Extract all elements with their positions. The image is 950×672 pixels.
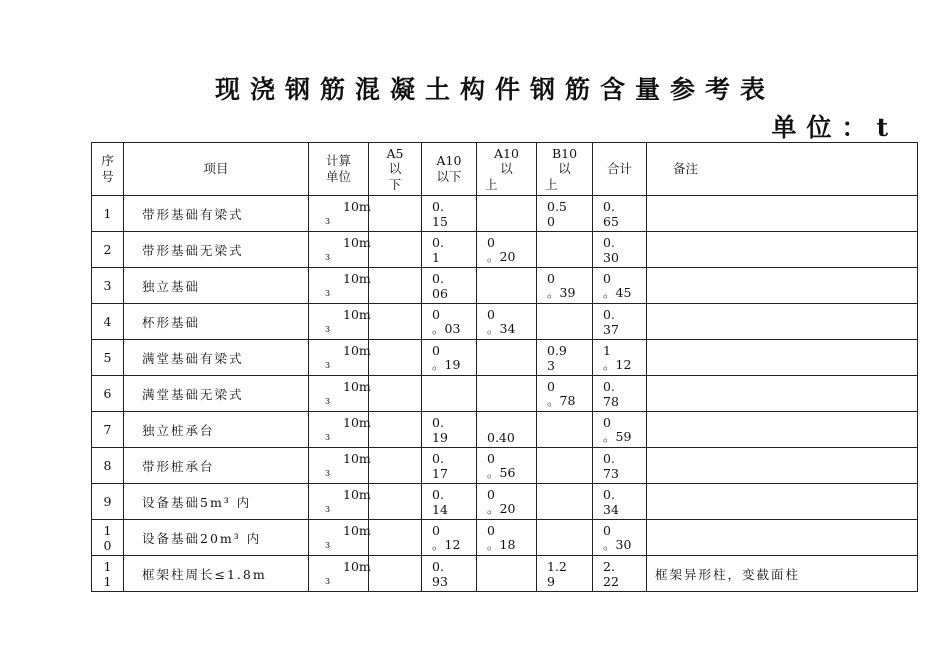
row-note xyxy=(647,268,918,304)
row-item: 独立桩承台 xyxy=(124,412,309,448)
row-a10-above: 0 。20 xyxy=(477,232,537,268)
row-unit: 10m 3 xyxy=(309,484,369,520)
row-a5 xyxy=(369,232,422,268)
row-total: 0 。45 xyxy=(593,268,647,304)
rebar-content-table xyxy=(91,142,918,592)
header-total: 合计 xyxy=(593,143,647,196)
row-number: 1 xyxy=(92,196,124,232)
row-b10-above: 0 。78 xyxy=(537,376,593,412)
row-number: 3 xyxy=(92,268,124,304)
row-a10-above: 0 。56 xyxy=(477,448,537,484)
row-note xyxy=(647,340,918,376)
row-number: 1 1 xyxy=(92,556,124,592)
row-number: 4 xyxy=(92,304,124,340)
table-row xyxy=(92,448,918,484)
row-unit: 10m 3 xyxy=(309,232,369,268)
row-note xyxy=(647,196,918,232)
row-note xyxy=(647,484,918,520)
row-unit: 10m 3 xyxy=(309,556,369,592)
row-a10-above: 0 。18 xyxy=(477,520,537,556)
table-row xyxy=(92,304,918,340)
row-note xyxy=(647,232,918,268)
row-b10-above xyxy=(537,412,593,448)
row-item: 带形基础无梁式 xyxy=(124,232,309,268)
row-a10-above xyxy=(477,376,537,412)
row-a10-above: 0 。34 xyxy=(477,304,537,340)
row-number: 9 xyxy=(92,484,124,520)
row-a10-below: 0. 17 xyxy=(422,448,477,484)
row-a5 xyxy=(369,268,422,304)
table-row xyxy=(92,376,918,412)
row-a10-below: 0. 1 xyxy=(422,232,477,268)
row-number: 1 0 xyxy=(92,520,124,556)
row-a5 xyxy=(369,448,422,484)
row-a10-above xyxy=(477,340,537,376)
row-b10-above xyxy=(537,448,593,484)
row-a10-below xyxy=(422,376,477,412)
table-row xyxy=(92,484,918,520)
row-total: 0 。30 xyxy=(593,520,647,556)
row-unit: 10m 3 xyxy=(309,520,369,556)
table-row xyxy=(92,412,918,448)
row-total: 0. 65 xyxy=(593,196,647,232)
header-row xyxy=(92,143,918,196)
row-unit: 10m 3 xyxy=(309,268,369,304)
row-number: 5 xyxy=(92,340,124,376)
row-b10-above: 0 。39 xyxy=(537,268,593,304)
row-unit: 10m 3 xyxy=(309,304,369,340)
row-a10-above xyxy=(477,196,537,232)
row-a10-below: 0. 14 xyxy=(422,484,477,520)
row-item: 带形桩承台 xyxy=(124,448,309,484)
row-note: 框架异形柱，变截面柱 xyxy=(647,556,918,592)
row-note xyxy=(647,376,918,412)
row-a10-below: 0. 06 xyxy=(422,268,477,304)
row-a10-below: 0 。12 xyxy=(422,520,477,556)
row-unit: 10m 3 xyxy=(309,340,369,376)
row-a5 xyxy=(369,340,422,376)
row-a10-below: 0 。03 xyxy=(422,304,477,340)
row-unit: 10m 3 xyxy=(309,376,369,412)
row-item: 杯形基础 xyxy=(124,304,309,340)
row-item: 框架柱周长≤1.8m xyxy=(124,556,309,592)
row-item: 设备基础5m³ 内 xyxy=(124,484,309,520)
row-note xyxy=(647,304,918,340)
row-note xyxy=(647,448,918,484)
row-total: 0. 37 xyxy=(593,304,647,340)
row-a10-above xyxy=(477,556,537,592)
header-unit: 计算 单位 xyxy=(309,143,369,196)
row-item: 带形基础有梁式 xyxy=(124,196,309,232)
header-a10-below: A10 以下 xyxy=(422,143,477,196)
header-item: 项目 xyxy=(124,143,309,196)
row-a10-above: 0 。20 xyxy=(477,484,537,520)
row-b10-above xyxy=(537,304,593,340)
row-item: 独立基础 xyxy=(124,268,309,304)
document-title: 现浇钢筋混凝土构件钢筋含量参考表 xyxy=(214,75,775,104)
row-total: 1 。12 xyxy=(593,340,647,376)
row-total: 0. 73 xyxy=(593,448,647,484)
row-a10-above: 0.40 xyxy=(477,412,537,448)
row-item: 设备基础20m³ 内 xyxy=(124,520,309,556)
row-b10-above: 0.5 0 xyxy=(537,196,593,232)
row-b10-above: 0.9 3 xyxy=(537,340,593,376)
row-a5 xyxy=(369,196,422,232)
row-a10-above xyxy=(477,268,537,304)
header-b10-above: B10 以 上 xyxy=(537,143,593,196)
table-row xyxy=(92,268,918,304)
row-unit: 10m 3 xyxy=(309,412,369,448)
row-total: 0. 34 xyxy=(593,484,647,520)
table-row xyxy=(92,340,918,376)
row-unit: 10m 3 xyxy=(309,448,369,484)
row-a5 xyxy=(369,412,422,448)
row-number: 7 xyxy=(92,412,124,448)
row-note xyxy=(647,412,918,448)
row-total: 0. 78 xyxy=(593,376,647,412)
row-a10-below: 0 。19 xyxy=(422,340,477,376)
row-a10-below: 0. 19 xyxy=(422,412,477,448)
row-a5 xyxy=(369,520,422,556)
header-no: 序 号 xyxy=(92,143,124,196)
header-note: 备注 xyxy=(647,143,918,196)
row-number: 8 xyxy=(92,448,124,484)
unit-label: 单位：t xyxy=(771,113,898,142)
table-row xyxy=(92,232,918,268)
row-total: 2. 22 xyxy=(593,556,647,592)
header-a5: A5 以 下 xyxy=(369,143,422,196)
row-a5 xyxy=(369,376,422,412)
row-number: 6 xyxy=(92,376,124,412)
row-total: 0. 30 xyxy=(593,232,647,268)
row-a5 xyxy=(369,484,422,520)
row-b10-above xyxy=(537,484,593,520)
header-a10-above: A10 以 上 xyxy=(477,143,537,196)
row-a5 xyxy=(369,304,422,340)
row-b10-above xyxy=(537,232,593,268)
row-unit: 10m 3 xyxy=(309,196,369,232)
row-item: 满堂基础无梁式 xyxy=(124,376,309,412)
row-total: 0 。59 xyxy=(593,412,647,448)
table-row xyxy=(92,556,918,592)
row-b10-above: 1.2 9 xyxy=(537,556,593,592)
row-note xyxy=(647,520,918,556)
row-a5 xyxy=(369,556,422,592)
row-item: 满堂基础有梁式 xyxy=(124,340,309,376)
row-a10-below: 0. 15 xyxy=(422,196,477,232)
table-row xyxy=(92,196,918,232)
table-row xyxy=(92,520,918,556)
row-number: 2 xyxy=(92,232,124,268)
row-a10-below: 0. 93 xyxy=(422,556,477,592)
row-b10-above xyxy=(537,520,593,556)
